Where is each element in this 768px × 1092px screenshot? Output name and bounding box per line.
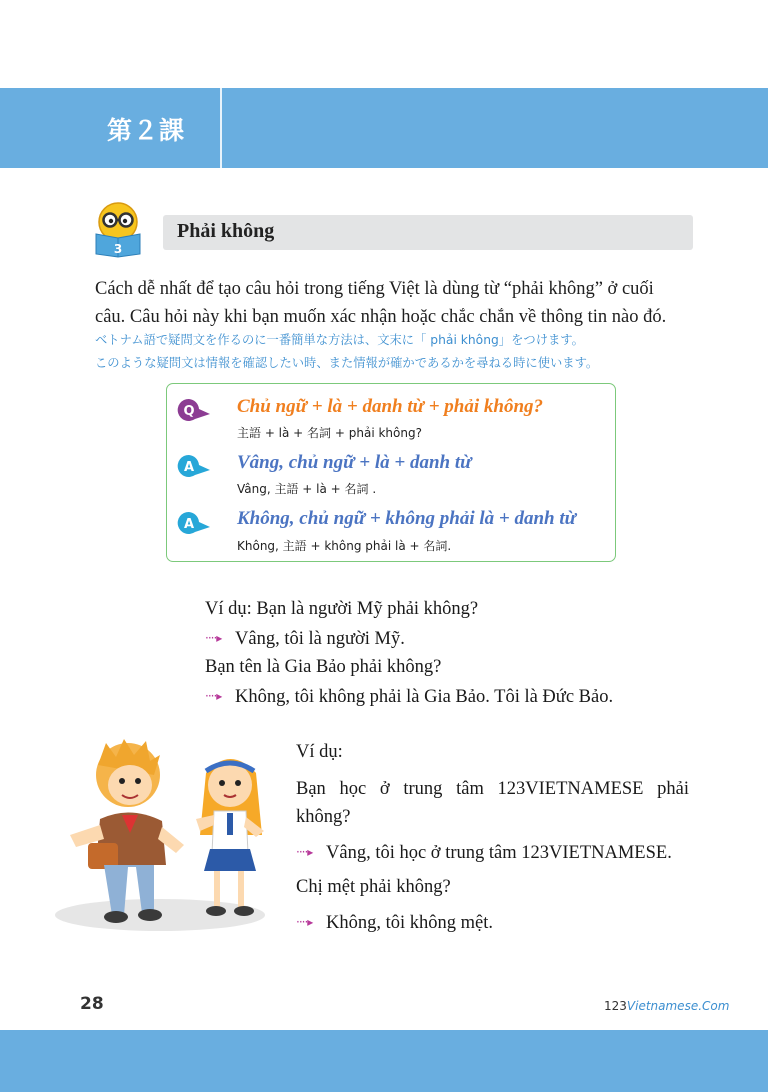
example-answer: ····▸ Vâng, tôi học ở trung tâm 123VIETNAMESE.	[296, 838, 689, 868]
answer-no-pattern: Không, chủ ngữ + không phải là + danh từ	[237, 508, 577, 529]
footer-band	[0, 1030, 768, 1092]
badge-letter: A	[183, 517, 195, 532]
example-label: Ví dụ:	[296, 742, 343, 762]
section-title: Phải không	[177, 220, 275, 242]
question-translation: 主語 + là + 名詞 + phải không?	[237, 426, 422, 440]
dotted-arrow-icon: ····▸	[296, 914, 313, 929]
example-question: Ví dụ: Bạn là người Mỹ phải không?	[205, 599, 479, 619]
example-block-2	[296, 738, 689, 937]
example-question: Bạn tên là Gia Bảo phải không?	[205, 657, 442, 677]
page-number: 28	[80, 994, 104, 1014]
example-block-1	[205, 595, 613, 711]
question-pattern: Chủ ngữ + là + danh từ + phải không?	[237, 396, 544, 417]
jp-explanation: このような疑問文は情報を確認したい時、また情報が確かであるかを尋ねる時に使います。	[95, 356, 599, 370]
intro-paragraph	[95, 275, 695, 331]
dotted-arrow-icon: ····▸	[296, 844, 313, 859]
dotted-arrow-icon: ····▸	[205, 688, 222, 703]
jp-explanation: ベトナム語で疑問文を作るのに一番簡単な方法は、文末に「 phải không」をつけます。	[95, 333, 584, 347]
badge-letter: Q	[183, 404, 195, 419]
intro-line: Cách dễ nhất để tạo câu hỏi trong tiếng Việt là dùng từ “phải không” ở cuối	[95, 279, 654, 299]
smiley-glasses-book-icon	[90, 200, 146, 258]
example-answer: ····▸ Không, tôi không mệt.	[296, 908, 689, 938]
header-divider	[220, 88, 222, 168]
example-answer: ····▸ Vâng, tôi là người Mỹ.	[205, 624, 613, 654]
badge-letter: A	[183, 460, 195, 475]
example-answer: ····▸ Không, tôi không phải là Gia Bảo. Tôi là Đức Bảo.	[205, 682, 613, 712]
dotted-arrow-icon: ····▸	[205, 630, 222, 645]
a-badge-icon	[177, 511, 211, 535]
intro-line: câu. Câu hỏi này khi bạn muốn xác nhận hoặc chắc chắn về thông tin nào đó.	[95, 307, 667, 327]
answer-yes-translation: Vâng, 主語 + là + 名詞 .	[237, 482, 377, 496]
example-question: Chị mệt phải không?	[296, 877, 451, 897]
a-badge-icon	[177, 454, 211, 478]
example-question: Bạn học ở trung tâm 123VIETNAMESE phải không?	[296, 778, 689, 827]
section-number: 3	[113, 242, 123, 256]
answer-yes-pattern: Vâng, chủ ngữ + là + danh từ	[237, 452, 472, 473]
lesson-title: 第２課	[107, 116, 186, 145]
brand-logo: 123Vietnamese.Com	[604, 999, 730, 1013]
section-bar	[163, 215, 693, 250]
q-badge-icon	[177, 398, 211, 422]
formula-box	[166, 383, 616, 562]
kids-illustration	[50, 735, 282, 935]
answer-no-translation: Không, 主語 + không phải là + 名詞.	[237, 539, 452, 553]
